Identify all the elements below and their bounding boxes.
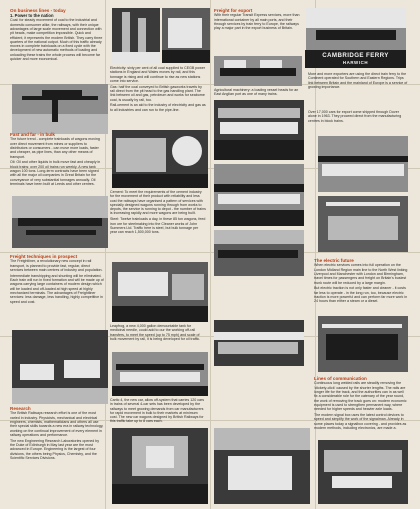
body-text: The British Railways research effort is one of the most varied in industry. Physicists, mechanical and electrical engineers, chemists, mathematicians and others all use their special skills towards a new era in railway technology, working on the continual improvement of every element in railway operations and performance.: [10, 411, 104, 437]
section-power: [10, 8, 104, 82]
body-text: The future trend - complete trainloads of wagons moving over direct movement from mines or suppliers to distributors or consumers - can move more loads, faster and cheaper, as pipe lines, than any other means of transport.: [10, 137, 100, 159]
body-text: The modern signal box uses the latest control devices to speed and simplify the work of the signalman. Already in some places today a signalbox covering - and provides as modern methods, including electronics, are made a.: [314, 412, 407, 430]
photo-gas-works: [162, 8, 210, 63]
section-heading: Freight techniques in prospect: [10, 254, 78, 259]
photo-car-trains: [214, 164, 304, 226]
ship-name-sign: [305, 50, 406, 68]
body-text: Cement: To meet the requirements of the cement industry for the movement of their product with reliability and less cost the railways have organised a pattern of services with specially designed wagons running through from works to depots, the service is running to depot - the number of trains is increasing rapidly and more wagons are being built.: [110, 190, 206, 216]
section-electric-future: [314, 258, 408, 314]
photo-rail-yard: [214, 230, 304, 276]
photo-freightliner: [12, 330, 108, 404]
body-text: The new Engineering Research Laboratories opened by the Duke of Edinburgh in May last year are the most advanced in Europe. Engineering is the largest of four divisions, the others being Physics, Chemistry, and the Scientific Services Divisions.: [10, 438, 100, 460]
section-cement-steel: [110, 190, 206, 260]
caption-agricultural: [214, 88, 304, 98]
body-text: Intermediate transhipping and shunting will be eliminated. Each train will run in fixed formation and will be made up of wagons carrying large containers of modern design which will be loaded and off-loaded at high speed at highly mechanized terminals. The advantages of Freightliner services: less damage, less handling, highly competitive in speed and cost.: [10, 273, 104, 304]
photo-leapfrog-tank: [112, 262, 208, 322]
photo-export-cars: [214, 100, 304, 160]
photo-cement-wagon: [112, 130, 208, 188]
section-heading: Research: [10, 406, 31, 411]
section-heading: The electric future: [314, 258, 354, 263]
body-text: Rail-cement is an aid to the industry of electricity and gas as to all industries and can run to the pipe-line.: [110, 103, 206, 112]
section-export-cars: [308, 110, 408, 132]
ship-port: HARWICH: [342, 60, 369, 65]
section-heading: On business lines - today: [10, 8, 66, 13]
body-text: Cartic 4, the new car, allow off-system that carries 120 cars in trains of several 4-car sets has been developed by the railways to meet growing demands from car manufacturers for rapid movement in bulk to their markets at minimum cost. The new car wagons designed by British Railways for this traffic take up to 8 cars each.: [110, 398, 205, 424]
ship-name: CAMBRIDGE FERRY: [322, 52, 389, 59]
body-text: With their regular Transit Express services, more than international container by all main ports, and their through services by train ferry to Europe, the railways play a major part in the export business of Britain.: [214, 13, 300, 31]
body-text: But electric traction is not only faster and cleaner - it costs far less to operate - in the long run, too, because electric traction is more powerful and can perform far more work in 24 hours than either a steam or a diesel.: [314, 286, 408, 304]
body-text: Gas: half the coal conveyed to British gasworks travels by rail direct from the pit head to the gas handling plant. The link between oil and gas, petroleum and works for seaborne coal, is usually by rail, too.: [110, 84, 205, 102]
section-fast-far: [10, 132, 104, 194]
photo-research-lab: [112, 428, 208, 504]
photo-cartic-wagons: [214, 320, 304, 366]
body-text: Agricultural machinery: a loading vessel heads for an East Anglian port as one of many trains.: [214, 88, 299, 97]
section-subheading: 1. Power to the nation: [10, 13, 54, 19]
body-text: Steel: Twelve trainloads a day, in these 85 ton wagons, feed iron ore for steelmaking into the Cleaner works of John Summers Ltd. Traffic here is steel, but bulk tonnage per year can reach 1,500,000 tons.: [110, 217, 206, 235]
section-train-ferry: [308, 72, 408, 100]
body-text: More and more exporters are using the direct train ferry to the Continent operated for Southern and Eastern Regions. Trips link between Britain and the mainland of Europe is a service of growing importance.: [308, 72, 408, 89]
section-heading: Lines of communication: [314, 376, 367, 381]
photo-train-ferry: [214, 428, 310, 504]
photo-cartic-car-train: [112, 352, 208, 396]
section-research: [10, 406, 104, 504]
section-leapfrog: [110, 324, 206, 350]
fold-line: [105, 0, 106, 509]
photo-car-transporter: [318, 136, 408, 192]
photo-oil-tanks: [12, 196, 108, 248]
body-text: The Freightliner, a revolutionary new concept in rail transport, is planned to provide fast, regular, direct services between main centres of industry and population.: [10, 259, 103, 272]
photo-ship-sea: [306, 8, 406, 50]
section-heading: Freight for export: [214, 8, 253, 13]
section-cartic: [110, 398, 206, 426]
body-text: Electricity: sixty per cent of all coal supplied to CEGB power stations in England and Wales moves by rail, and this tonnage is rising and will continue to rise as new stations come into service.: [110, 66, 206, 83]
body-text: Oil: Oil and other liquids in bulk move fast and cheaply in block trains: over 200 oil trains run weekly. A new tank wagon 100 tons. Long-term contracts have been signed with all the major oil companies in Great Britain for the conveyance of very substantial tonnages annually. Oil terminals have been built at Leeds and other centres.: [10, 160, 101, 186]
section-heading: Fast and far - in bulk: [10, 132, 55, 137]
body-text: When electric services comes into full operation on the London Midland Region main line to the North West linking Liverpool and Manchester with London and Birmingham, travel times for passengers and freight on Britain's busiest trunk route will be reduced by a large margin.: [314, 263, 408, 285]
photo-electric-locomotive: [318, 196, 408, 252]
body-text: Leapfrog, a new 4,000 gallon demountable tank for medicinal needle, could add to our the working off-rail transfers, to meet the speed (up to 75 mph) and scale of bulk movement by rail, it is being developed for oil traffic.: [110, 324, 201, 341]
photo-agricultural-machinery: [214, 56, 302, 86]
body-text: Coal: for steady movement of coal to the industrial and domestic consumer alike, the railways, with their unique advantages of large scale movement and connection with pit heads, make competition impossible. Quick and efficient, it represents the modern British. They carry three quarters of the national output. Much of this traffic already moves in complete trainloads on a fixed cycle with the development of new automatic methods of loading and unloading these trains the whole process will become far quicker and more economical.: [10, 18, 103, 62]
photo-coal-crane: [12, 84, 108, 134]
photo-signal-box: [318, 440, 408, 504]
fold-line: [210, 0, 211, 509]
section-freight-export: [214, 8, 304, 56]
body-text: Continuous long welded rails are steadily removing the 'clickety-click' caused by the shorter lengths. The rails are longer life for the track, and the authorities can in as well fix a considerable role for the catenary of the year round, the work of removing the track goes on: modern economic equipment is used to strengthen permanent way, where needed for higher speeds and heavier axle loads.: [314, 381, 407, 412]
section-lines-communication: [314, 376, 408, 436]
section-freight-techniques: [10, 254, 104, 326]
section-electricity-gas: [110, 66, 206, 126]
photo-power-station: [112, 8, 160, 63]
photo-electric-train: [318, 316, 408, 372]
body-text: Over 17,000 cars for export come shipped through Dover alone in 1963. They proceed direct from the manufacturing centres in block trains.: [308, 110, 402, 123]
